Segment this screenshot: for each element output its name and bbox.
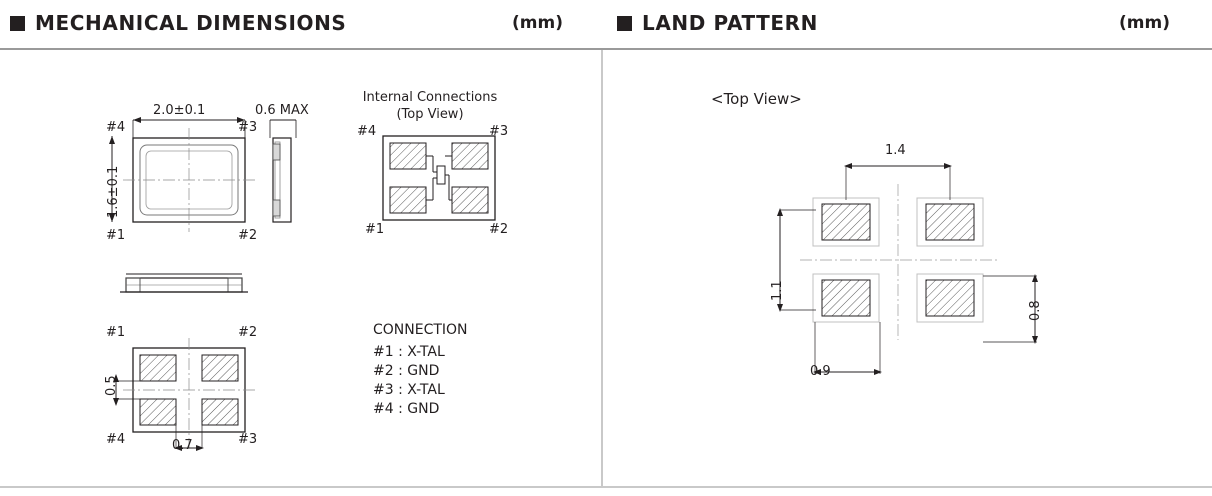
- pin-label-2-bottomview: #2: [238, 325, 258, 340]
- dim-package-height: 1.6±0.1: [106, 165, 121, 218]
- connection-item-2: #2 : GND: [373, 363, 440, 379]
- connection-item-3: #3 : X-TAL: [373, 382, 445, 398]
- dim-pad-pitch-horizontal: 0.7: [172, 438, 193, 453]
- pin-label-3-bottomview: #3: [238, 432, 258, 447]
- package-side-view-drawing: [120, 270, 250, 310]
- pin-label-4-bottomview: #4: [106, 432, 126, 447]
- connection-title: CONNECTION: [373, 322, 468, 338]
- connection-item-4: #4 : GND: [373, 401, 440, 417]
- dim-pad-pitch-vertical: 0.5: [104, 375, 119, 396]
- bottom-divider: [0, 486, 1212, 488]
- filled-square-icon: [617, 16, 632, 31]
- mechanical-dimensions-unit: (mm): [512, 13, 563, 33]
- mechanical-dimensions-title: MECHANICAL DIMENSIONS: [35, 11, 347, 35]
- filled-square-icon: [10, 16, 25, 31]
- connection-item-1: #1 : X-TAL: [373, 344, 445, 360]
- internal-connections-title-line1: Internal Connections: [362, 90, 498, 105]
- land-pattern-title: LAND PATTERN: [642, 11, 819, 35]
- dim-land-top: 1.4: [885, 143, 906, 158]
- dim-package-width: 2.0±0.1: [153, 103, 206, 118]
- land-pattern-drawing: [760, 150, 1080, 400]
- pin-label-1-topview: #1: [106, 228, 126, 243]
- pin-label-3-topview: #3: [238, 120, 258, 135]
- header-left-block: [10, 11, 346, 35]
- page-header: [0, 0, 1212, 50]
- pin-label-1-bottomview: #1: [106, 325, 126, 340]
- dim-land-bottom: 0.9: [810, 364, 831, 379]
- pin-label-4-internal: #4: [357, 124, 377, 139]
- vertical-divider: [601, 50, 603, 486]
- dim-land-right: 0.8: [1028, 300, 1043, 321]
- land-pattern-view-label: <Top View>: [711, 90, 802, 108]
- pin-label-2-internal: #2: [489, 222, 509, 237]
- internal-connections-drawing: [375, 128, 510, 228]
- header-right-block: [617, 11, 818, 35]
- internal-connections-title-line2: (Top View): [396, 107, 464, 122]
- pin-label-3-internal: #3: [489, 124, 509, 139]
- dim-package-thickness: 0.6 MAX: [255, 103, 309, 118]
- pin-label-2-topview: #2: [238, 228, 258, 243]
- land-pattern-unit: (mm): [1119, 13, 1170, 33]
- pin-label-4-topview: #4: [106, 120, 126, 135]
- package-top-view-drawing: [90, 100, 340, 250]
- pin-label-1-internal: #1: [365, 222, 385, 237]
- dim-land-left: 1.1: [770, 280, 785, 301]
